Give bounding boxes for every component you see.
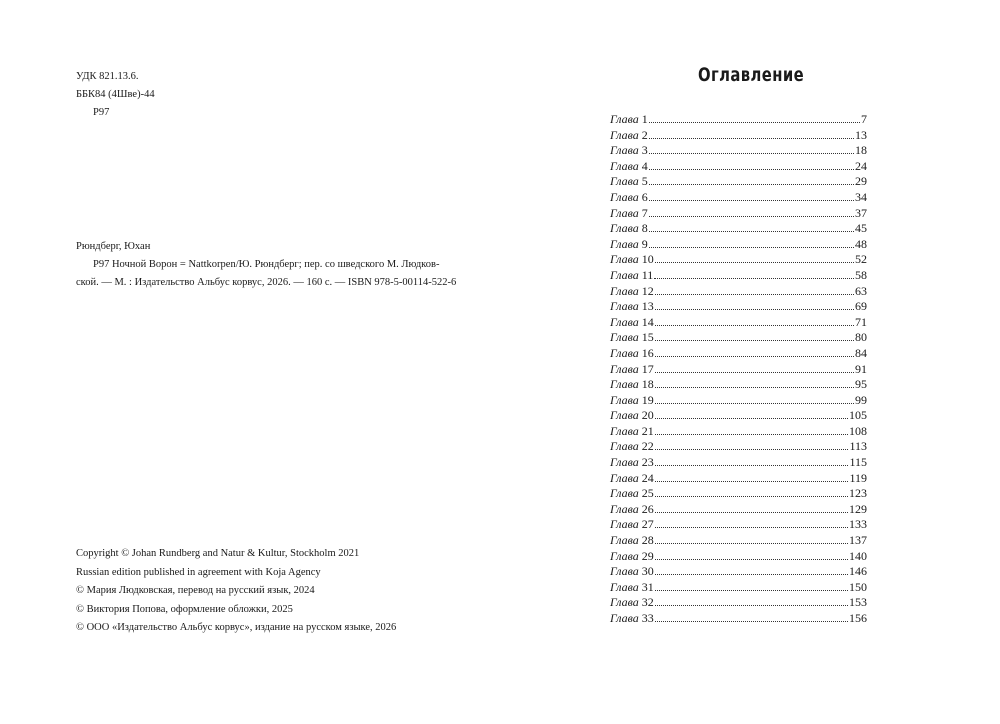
toc-entry[interactable] — [610, 455, 867, 471]
table-of-contents — [610, 112, 867, 627]
toc-chapter-word: Глава — [610, 112, 639, 126]
toc-page-number: 71 — [855, 314, 867, 329]
toc-chapter-word: Глава — [610, 564, 639, 579]
toc-entry[interactable] — [610, 268, 867, 284]
toc-chapter-word: Глава — [610, 174, 639, 189]
toc-leader-dots — [655, 464, 849, 466]
toc-entry[interactable] — [610, 549, 867, 565]
toc-chapter-word: Глава — [610, 236, 639, 251]
toc-entry[interactable] — [610, 377, 867, 393]
toc-chapter-word: Глава — [610, 517, 639, 532]
copyright-line: © Виктория Попова, оформление обложки, 2025 — [76, 603, 293, 615]
toc-entry[interactable] — [610, 580, 867, 596]
toc-leader-dots — [655, 511, 848, 513]
toc-entry[interactable] — [610, 564, 867, 580]
toc-leader-dots — [649, 230, 854, 232]
toc-chapter-number: 25 — [641, 486, 654, 501]
toc-leader-dots — [655, 526, 848, 528]
toc-page-number: 150 — [849, 579, 867, 594]
toc-entry[interactable] — [610, 190, 867, 206]
toc-page-number: 123 — [849, 486, 867, 501]
toc-entry[interactable] — [610, 502, 867, 518]
toc-chapter-word: Глава — [610, 314, 639, 329]
toc-chapter-number: 12 — [641, 283, 654, 298]
toc-page-number: 24 — [855, 158, 867, 173]
toc-entry[interactable] — [610, 362, 867, 378]
toc-chapter-number: 13 — [641, 299, 654, 314]
toc-page-number: 58 — [855, 267, 867, 282]
toc-entry[interactable] — [610, 439, 867, 455]
toc-page-number: 115 — [849, 455, 867, 470]
toc-chapter-number: 11 — [641, 267, 654, 282]
toc-entry[interactable] — [610, 424, 867, 440]
toc-chapter-number: 27 — [641, 517, 654, 532]
toc-entry[interactable] — [610, 595, 867, 611]
toc-page-number: 113 — [849, 439, 867, 454]
toc-chapter-number: 23 — [641, 455, 654, 470]
toc-chapter-number: 5 — [641, 174, 648, 189]
toc-entry[interactable] — [610, 128, 867, 144]
toc-chapter-word: Глава — [610, 158, 639, 173]
toc-leader-dots — [655, 402, 854, 404]
toc-chapter-number: 9 — [641, 236, 648, 251]
toc-leader-dots — [655, 386, 854, 388]
toc-chapter-number: 4 — [641, 158, 648, 173]
toc-chapter-word: Глава — [610, 189, 639, 204]
toc-chapter-word: Глава — [610, 221, 639, 236]
toc-page-number: 48 — [855, 236, 867, 251]
toc-page-number: 119 — [849, 470, 867, 485]
toc-chapter-number: 6 — [641, 189, 648, 204]
toc-leader-dots — [649, 121, 860, 123]
toc-chapter-number: 7 — [641, 205, 648, 220]
toc-entry[interactable] — [610, 330, 867, 346]
toc-page-number: 156 — [849, 611, 867, 625]
toc-leader-dots — [649, 168, 854, 170]
toc-page-number: 105 — [849, 408, 867, 423]
toc-entry[interactable] — [610, 393, 867, 409]
toc-chapter-number: 31 — [641, 579, 654, 594]
toc-entry[interactable] — [610, 143, 867, 159]
toc-chapter-number: 19 — [641, 392, 654, 407]
toc-chapter-word: Глава — [610, 579, 639, 594]
toc-leader-dots — [655, 573, 848, 575]
toc-entry[interactable] — [610, 284, 867, 300]
toc-chapter-word: Глава — [610, 267, 639, 282]
bbk-code: ББК84 (4Шве)-44 — [76, 89, 155, 100]
toc-page-number: 108 — [849, 423, 867, 438]
toc-leader-dots — [655, 324, 854, 326]
copyright-line: Russian edition published in agreement with Koja Agency — [76, 566, 321, 578]
toc-leader-dots — [655, 495, 848, 497]
toc-leader-dots — [649, 137, 854, 139]
toc-page-number: 137 — [849, 533, 867, 548]
toc-chapter-number: 26 — [641, 501, 654, 516]
toc-leader-dots — [655, 480, 849, 482]
udk-code: УДК 821.13.6. — [76, 71, 139, 82]
toc-page-number: 29 — [855, 174, 867, 189]
toc-entry[interactable] — [610, 299, 867, 315]
toc-chapter-word: Глава — [610, 377, 639, 392]
toc-leader-dots — [655, 355, 854, 357]
bib-author: Рюндберг, Юхан — [76, 241, 151, 252]
toc-chapter-word: Глава — [610, 548, 639, 563]
toc-entry[interactable] — [610, 517, 867, 533]
author-code: Р97 — [93, 107, 110, 118]
toc-leader-dots — [655, 339, 854, 341]
toc-page-number: 45 — [855, 221, 867, 236]
toc-leader-dots — [655, 620, 848, 622]
toc-leader-dots — [649, 215, 854, 217]
toc-page-number: 129 — [849, 501, 867, 516]
toc-page-number: 37 — [855, 205, 867, 220]
toc-leader-dots — [655, 293, 854, 295]
toc-page-number: 63 — [855, 283, 867, 298]
toc-leader-dots — [655, 604, 848, 606]
toc-chapter-number: 15 — [641, 330, 654, 345]
toc-page-number: 146 — [849, 564, 867, 579]
toc-chapter-word: Глава — [610, 595, 639, 610]
toc-leader-dots — [655, 433, 848, 435]
toc-chapter-number: 21 — [641, 423, 654, 438]
toc-leader-dots — [649, 246, 854, 248]
toc-chapter-number: 18 — [641, 377, 654, 392]
toc-page-number: 18 — [855, 143, 867, 158]
toc-page-number: 99 — [855, 392, 867, 407]
toc-chapter-number: 29 — [641, 548, 654, 563]
toc-chapter-number: 3 — [641, 143, 648, 158]
toc-leader-dots — [655, 542, 848, 544]
toc-chapter-word: Глава — [610, 361, 639, 376]
toc-chapter-word: Глава — [610, 127, 639, 142]
toc-chapter-number: 16 — [641, 345, 654, 360]
toc-page-number: 69 — [855, 299, 867, 314]
toc-chapter-number: 14 — [641, 314, 654, 329]
toc-entry[interactable] — [610, 533, 867, 549]
bib-line-1: Р97 Ночной Ворон = Nattkorpen/Ю. Рюндберг; пер. со шведского М. Людков- — [93, 259, 440, 270]
toc-leader-dots — [655, 558, 848, 560]
toc-entry[interactable] — [610, 206, 867, 222]
toc-entry[interactable] — [610, 237, 867, 253]
toc-page-number: 95 — [855, 377, 867, 392]
copyright-block — [76, 545, 396, 638]
toc-entry[interactable] — [610, 346, 867, 362]
toc-chapter-word: Глава — [610, 439, 639, 454]
toc-chapter-word: Глава — [610, 611, 639, 625]
copyright-line: © Мария Людковская, перевод на русский язык, 2024 — [76, 585, 315, 596]
toc-entry[interactable] — [610, 611, 867, 627]
toc-chapter-word: Глава — [610, 486, 639, 501]
toc-leader-dots — [655, 371, 854, 373]
toc-leader-dots — [655, 589, 848, 591]
toc-entry[interactable] — [610, 471, 867, 487]
toc-chapter-word: Глава — [610, 205, 639, 220]
toc-chapter-number: 8 — [641, 221, 648, 236]
toc-entry[interactable] — [610, 252, 867, 268]
toc-chapter-word: Глава — [610, 392, 639, 407]
toc-chapter-number: 24 — [641, 470, 654, 485]
toc-leader-dots — [655, 308, 854, 310]
toc-chapter-number: 2 — [641, 127, 648, 142]
toc-entry[interactable] — [610, 112, 867, 128]
toc-chapter-word: Глава — [610, 143, 639, 158]
toc-chapter-number: 1 — [641, 112, 648, 126]
toc-chapter-word: Глава — [610, 408, 639, 423]
toc-page-number: 34 — [855, 189, 867, 204]
toc-page-number: 7 — [861, 112, 867, 126]
bib-line-2: ской. — М. : Издательство Альбус корвус, 2026. — 160 с. — ISBN 978-5-00114-522-6 — [76, 277, 457, 288]
toc-chapter-word: Глава — [610, 283, 639, 298]
copyright-line: Copyright © Johan Rundberg and Natur & Kultur, Stockholm 2021 — [76, 548, 360, 559]
toc-chapter-word: Глава — [610, 533, 639, 548]
toc-title: Оглавление — [698, 64, 805, 86]
toc-entry[interactable] — [610, 486, 867, 502]
toc-chapter-word: Глава — [610, 455, 639, 470]
toc-chapter-number: 22 — [641, 439, 654, 454]
toc-chapter-number: 17 — [641, 361, 654, 376]
toc-entry[interactable] — [610, 159, 867, 175]
toc-chapter-number: 33 — [641, 611, 654, 625]
toc-chapter-word: Глава — [610, 423, 639, 438]
toc-leader-dots — [649, 152, 854, 154]
toc-chapter-word: Глава — [610, 470, 639, 485]
toc-entry[interactable] — [610, 221, 867, 237]
toc-chapter-word: Глава — [610, 345, 639, 360]
toc-entry[interactable] — [610, 174, 867, 190]
toc-chapter-number: 28 — [641, 533, 654, 548]
toc-page-number: 52 — [855, 252, 867, 267]
toc-chapter-word: Глава — [610, 330, 639, 345]
toc-page-number: 140 — [849, 548, 867, 563]
toc-leader-dots — [655, 417, 848, 419]
toc-leader-dots — [655, 448, 849, 450]
copyright-line: © ООО «Издательство Альбус корвус», издание на русском языке, 2026 — [76, 622, 397, 633]
toc-chapter-number: 30 — [641, 564, 654, 579]
bibliographic-record — [76, 238, 456, 292]
toc-chapter-number: 10 — [641, 252, 654, 267]
toc-chapter-word: Глава — [610, 252, 639, 267]
toc-page-number: 80 — [855, 330, 867, 345]
toc-leader-dots — [655, 261, 854, 263]
toc-page-number: 91 — [855, 361, 867, 376]
toc-chapter-number: 32 — [641, 595, 654, 610]
toc-page-number: 84 — [855, 345, 867, 360]
toc-chapter-word: Глава — [610, 501, 639, 516]
toc-leader-dots — [649, 199, 854, 201]
toc-leader-dots — [649, 183, 854, 185]
toc-chapter-word: Глава — [610, 299, 639, 314]
toc-page-number: 133 — [849, 517, 867, 532]
toc-entry[interactable] — [610, 315, 867, 331]
toc-leader-dots — [654, 277, 854, 279]
toc-page-number: 13 — [855, 127, 867, 142]
toc-page-number: 153 — [849, 595, 867, 610]
toc-chapter-number: 20 — [641, 408, 654, 423]
toc-entry[interactable] — [610, 408, 867, 424]
